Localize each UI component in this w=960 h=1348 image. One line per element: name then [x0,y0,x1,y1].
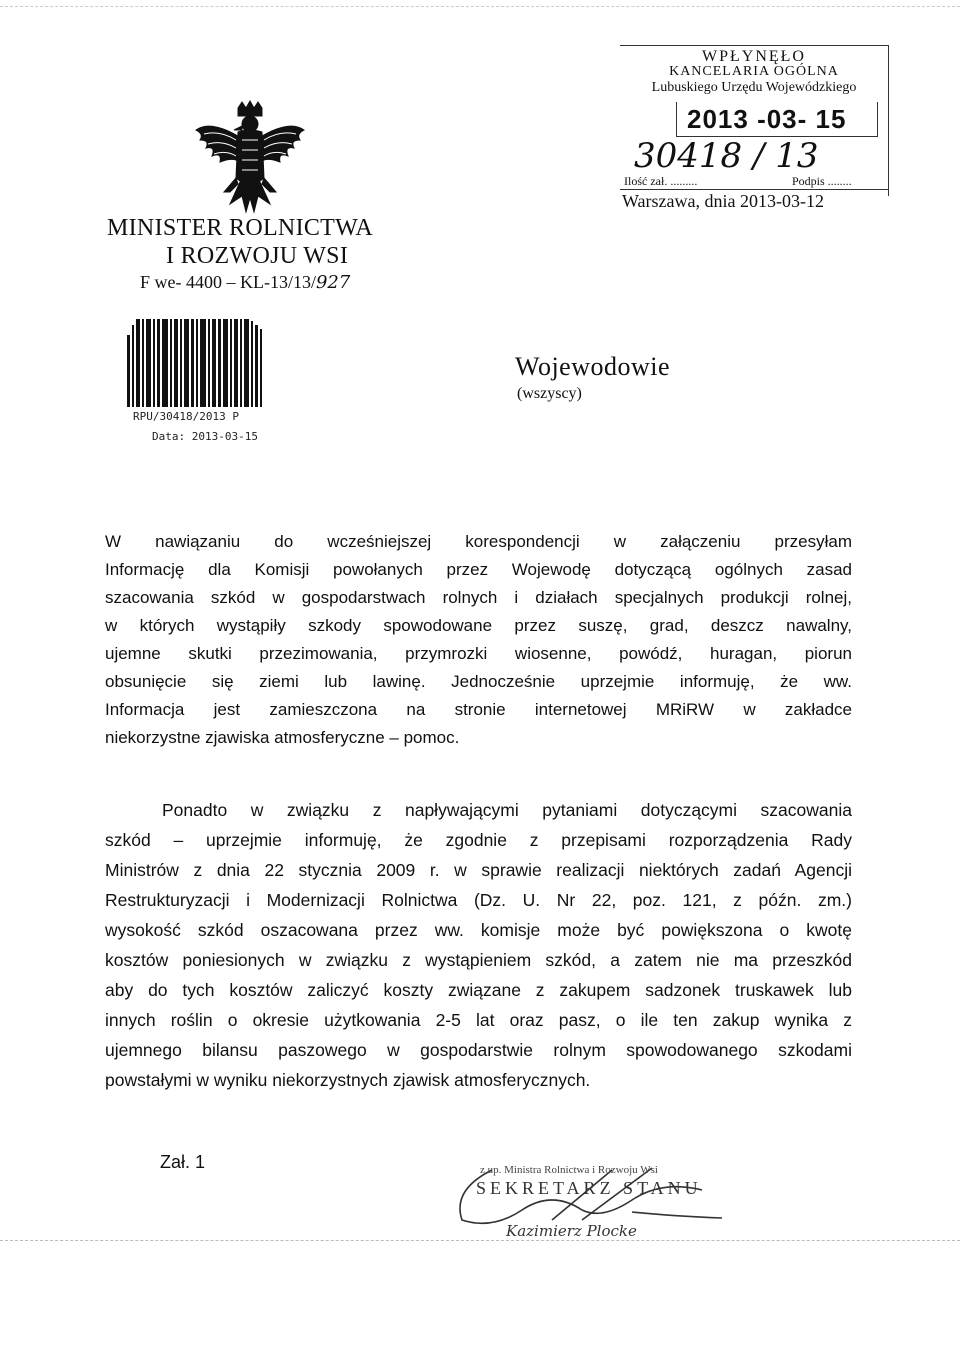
bottom-edge-rule [0,1240,960,1241]
stamp-date: 2013 -03- 15 [687,104,847,134]
body-line: innych roślin o okresie użytkowania 2-5 lat oraz pasz, o ile ten zakup wynika z [105,1010,852,1030]
body-line: powstałymi w wyniku niekorzystnych zjawisk atmosferycznych. [105,1070,591,1090]
stamp-signature-label: Podpis ........ [792,174,852,188]
stamp-divider [620,189,888,190]
attachment-note: Zał. 1 [160,1152,206,1172]
body-line: Ponadto w związku z napływającymi pytaniami dotyczącymi szacowania [162,800,852,820]
ministry-name-line1: MINISTER ROLNICTWA [107,215,374,241]
body-paragraph-2 [105,795,852,1095]
signer-name: Kazimierz Plocke [506,1222,637,1240]
barcode-icon [125,315,270,410]
body-line: Informacja jest zamieszczona na stronie internetowej MRiRW w zakładce [105,700,852,719]
body-paragraph-1 [105,528,852,752]
body-line: Ministrów z dnia 22 stycznia 2009 r. w sprawie realizacji niektórych zadań Agencji [105,860,852,880]
barcode-date: Data: 2013-03-15 [152,430,258,443]
body-line: aby do tych kosztów zaliczyć koszty związane z zakupem sadzonek truskawek lub [105,980,852,1000]
reference-printed: F we- 4400 – KL-13/13/ [140,272,316,292]
body-line: obsunięcie się ziemi lub lawinę. Jednocześnie uprzejmie informuję, że ww. [105,672,852,691]
stamp-office: KANCELARIA OGÓLNA [669,64,839,79]
signature-block [432,1150,732,1250]
body-line: Restrukturyzacji i Modernizacji Rolnictwa (Dz. U. Nr 22, poz. 121, z późn. zm.) [105,890,852,910]
addressee-name: Wojewodowie [515,352,671,381]
body-line: ujemne skutki przezimowania, przymrozki wiosenne, powódź, huragan, piorun [105,644,852,663]
stamp-attachments-label: Ilość zał. ......... [624,174,698,188]
stamp-handwritten-number: 30418 / 13 [634,136,819,176]
ministry-name-line2: I ROZWOJU WSI [166,243,349,269]
barcode-code: RPU/30418/2013 P [133,410,239,423]
body-line: wysokość szkód oszacowana przez ww. komisje może być powiększona o kwotę [105,920,852,940]
place-and-date: Warszawa, dnia 2013-03-12 [622,191,824,211]
stamp-title: WPŁYNĘŁO [702,48,806,65]
reference-handwritten: 927 [315,272,351,293]
body-line: w których wystąpiły szkody spowodowane przez suszę, grad, deszcz nawalny, [105,616,852,635]
incoming-stamp [620,45,889,196]
reference-number [140,272,350,293]
signature-stamp-line2: SEKRETARZ STANU [476,1178,702,1198]
body-line: W nawiązaniu do wcześniejszej korespondencji w załączeniu przesyłam [105,532,852,551]
body-line: kosztów poniesionych w związku z wystąpieniem szkód, a zatem nie ma przeszkód [105,950,852,970]
stamp-date-box [676,102,878,137]
body-line: Informację dla Komisji powołanych przez Wojewodę dotyczącą ogólnych zasad [105,560,852,579]
body-line: niekorzystne zjawiska atmosferyczne – pomoc. [105,728,460,747]
body-line: ujemnego bilansu paszowego w gospodarstwie rolnym spowodowanego szkodami [105,1040,852,1060]
signature-stamp-line1: z up. Ministra Rolnictwa i Rozwoju Wsi [480,1164,658,1176]
eagle-emblem-icon [190,100,310,220]
stamp-institution: Lubuskiego Urzędu Wojewódzkiego [651,80,857,95]
body-line: szacowania szkód w gospodarstwach rolnych i działach specjalnych produkcji rolnej, [105,588,852,607]
addressee-sub: (wszyscy) [517,385,582,402]
body-line: szkód – uprzejmie informuję, że zgodnie z przepisami rozporządzenia Rady [105,830,852,850]
top-edge-rule [0,6,960,7]
